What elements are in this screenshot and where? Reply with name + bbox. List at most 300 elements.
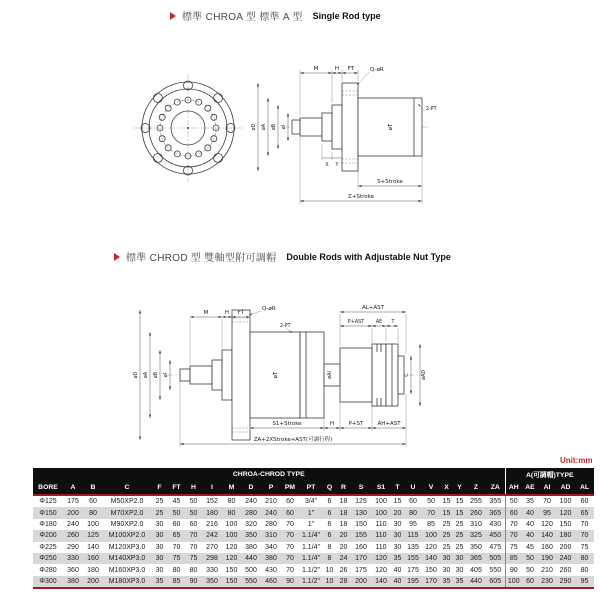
table-cell: 80 — [575, 553, 594, 564]
table-cell: 30 — [453, 553, 466, 564]
table-cell: 100 — [87, 520, 99, 528]
table-cell: 50 — [185, 507, 202, 518]
table-cell: 60 — [505, 507, 522, 518]
table-cell: 160 — [355, 543, 367, 551]
table-cell: 240 — [261, 507, 281, 518]
dim-label-h: H — [224, 310, 230, 316]
table-cell: 150 — [222, 576, 241, 588]
table-cell: 330 — [206, 566, 218, 574]
table-cell: 24 — [336, 553, 351, 564]
table-cell: 20 — [339, 543, 348, 551]
table-cell: 90 — [281, 576, 299, 588]
table-cell: 75 — [580, 543, 589, 551]
table-cell: 45 — [526, 543, 534, 551]
table-cell: 60 — [522, 576, 538, 588]
table-cell: 170 — [422, 576, 440, 588]
table-cell: M70XP2.0 — [103, 507, 151, 518]
dim-label-za-stroke: ZA+2XStroke+AST(可調行程) — [253, 437, 333, 443]
table-cell: 260 — [63, 530, 83, 541]
table-cell: 115 — [404, 530, 422, 541]
table-cell: 140 — [538, 530, 556, 541]
table-cell: 80 — [189, 566, 198, 574]
table-cell: 40 — [526, 520, 534, 528]
table-cell: 40 — [393, 566, 402, 574]
table-cell: 30 — [151, 530, 168, 541]
column-header-ai: AI — [538, 480, 556, 495]
table-column-header-row — [33, 480, 594, 495]
table-cell: 605 — [486, 576, 505, 588]
table-cell: 50 — [526, 566, 534, 574]
table-cell: 30 — [455, 566, 464, 574]
table-cell: 1.1/2" — [299, 576, 323, 588]
table-cell: 30 — [155, 543, 164, 551]
column-header-ah: AH — [505, 480, 522, 495]
section-header-double-rod — [114, 249, 451, 264]
bullet-icon — [170, 12, 176, 20]
table-cell: 70 — [189, 543, 198, 551]
table-cell: 100 — [422, 530, 440, 541]
table-cell: 405 — [470, 566, 482, 574]
dim-label-y: Y — [335, 163, 339, 168]
table-cell: 100 — [371, 507, 391, 518]
table-cell: 242 — [202, 530, 222, 541]
table-cell: 35 — [440, 576, 453, 588]
table-cell: 40 — [522, 530, 538, 541]
bore-cell: Φ225 — [39, 543, 57, 551]
dim-label-2pt: 2-PT — [426, 107, 437, 112]
bore-cell: Φ300 — [33, 576, 63, 588]
dim-label-phi-ad: øAD — [422, 370, 427, 380]
table-cell: 180 — [87, 566, 99, 574]
table-cell: 550 — [241, 576, 261, 588]
table-cell: 150 — [425, 566, 437, 574]
dim-label-z-stroke: Z+Stroke — [348, 194, 374, 200]
table-cell: 45 — [172, 498, 181, 506]
table-group-header-row — [33, 468, 594, 480]
section-header-single-rod — [170, 8, 381, 23]
column-header-c: C — [103, 480, 151, 495]
table-cell: 28 — [336, 576, 351, 588]
table-cell: 216 — [206, 520, 218, 528]
table-cell: 140 — [371, 576, 391, 588]
table-cell: 430 — [265, 566, 277, 574]
table-cell: 255 — [470, 498, 482, 506]
table-cell: 18 — [339, 498, 348, 506]
table-cell: 280 — [265, 520, 277, 528]
table-cell: 120 — [425, 543, 437, 551]
column-header-ae: AE — [522, 480, 538, 495]
table-cell: M50XP2.0 — [110, 498, 144, 506]
column-header-r: R — [336, 480, 351, 495]
dim-label-q-r: Q-øR — [262, 306, 276, 312]
table-cell: 8 — [327, 543, 332, 551]
single-rod-diagram — [70, 58, 450, 218]
table-cell: 6 — [323, 507, 336, 518]
table-cell: 25 — [455, 543, 464, 551]
table-cell: 270 — [206, 543, 218, 551]
table-cell: 75 — [168, 553, 185, 564]
double-rod-diagram — [72, 300, 532, 455]
table-cell: 10 — [325, 566, 334, 574]
table-cell: 20 — [391, 507, 404, 518]
table-cell: 310 — [470, 520, 482, 528]
table-cell: 1" — [299, 507, 323, 518]
column-header-za: ZA — [486, 480, 505, 495]
table-cell: 30 — [155, 520, 164, 528]
table-cell: 25 — [440, 530, 453, 541]
table-cell: 50 — [168, 507, 185, 518]
section-title-zh: 標準 CHROD 型 雙軸型附可調帽 — [126, 253, 277, 264]
table-cell: 365 — [486, 507, 505, 518]
table-cell: 110 — [375, 543, 387, 551]
table-cell: 280 — [241, 507, 261, 518]
table-cell: 90 — [505, 564, 522, 575]
table-cell: 320 — [245, 520, 257, 528]
table-cell: 70 — [286, 520, 294, 528]
table-cell: 70 — [575, 530, 594, 541]
table-cell: 18 — [336, 507, 351, 518]
table-cell: 30 — [442, 566, 451, 574]
column-header-t: T — [391, 480, 404, 495]
dim-label-h: H — [334, 66, 340, 72]
table-cell: M90XP2.0 — [110, 520, 144, 528]
table-cell: 440 — [466, 576, 486, 588]
table-cell: 70 — [185, 530, 202, 541]
table-cell: 120 — [375, 566, 387, 574]
column-header-s: S — [351, 480, 371, 495]
table-cell: 120 — [225, 543, 238, 551]
table-cell: 80 — [227, 498, 236, 506]
table-cell: 290 — [556, 576, 575, 588]
table-cell: 65 — [168, 530, 185, 541]
table-cell: 125 — [355, 498, 367, 506]
column-header-q: Q — [323, 480, 336, 495]
table-cell: 100 — [559, 498, 572, 506]
table-cell: 6 — [323, 530, 336, 541]
table-cell: 130 — [351, 507, 371, 518]
table-cell: 35 — [453, 576, 466, 588]
table-cell: 355 — [489, 498, 502, 506]
table-cell: 240 — [245, 498, 257, 506]
table-cell: 25 — [442, 520, 451, 528]
column-header-s1: S1 — [371, 480, 391, 495]
table-cell: 330 — [63, 553, 83, 564]
table-cell: 260 — [466, 507, 486, 518]
table-cell: 50 — [522, 553, 538, 564]
table-cell: 30 — [151, 553, 168, 564]
dim-label-x: X — [325, 163, 329, 168]
table-cell: 95 — [409, 520, 417, 528]
table-row — [33, 495, 594, 507]
table-cell: 230 — [538, 576, 556, 588]
table-cell: 120 — [222, 553, 241, 564]
column-header-ft: FT — [168, 480, 185, 495]
table-cell: 60 — [172, 520, 181, 528]
table-cell: 260 — [559, 566, 572, 574]
table-cell: M140XP3.0 — [103, 553, 151, 564]
table-cell: 110 — [371, 530, 391, 541]
dim-label-phi-i: øI — [282, 124, 287, 130]
table-row — [33, 576, 594, 588]
table-cell: 505 — [486, 553, 505, 564]
bore-cell: Φ200 — [33, 530, 63, 541]
table-cell: 140 — [422, 553, 440, 564]
table-cell: 15 — [455, 498, 464, 506]
table-cell: 195 — [404, 576, 422, 588]
column-header-b: B — [83, 480, 103, 495]
bore-cell: Φ280 — [39, 566, 57, 574]
table-cell: 200 — [559, 543, 572, 551]
dim-label-phi-d: øD — [134, 371, 139, 379]
table-cell: 60 — [189, 520, 198, 528]
dim-label-ft: FT — [347, 66, 355, 72]
table-cell: 120 — [371, 553, 391, 564]
table-cell: 200 — [63, 507, 83, 518]
table-row — [33, 530, 594, 541]
dim-label-phi-a: øA — [262, 123, 267, 131]
table-row — [33, 553, 594, 564]
table-cell: 155 — [404, 553, 422, 564]
table-cell: 100 — [375, 498, 387, 506]
table-cell: 155 — [351, 530, 371, 541]
dim-label-ah-ast: AH+AST — [377, 421, 401, 427]
table-head — [33, 468, 594, 495]
table-cell: 15 — [393, 498, 402, 506]
table-cell: 340 — [265, 543, 277, 551]
table-cell: 200 — [351, 576, 371, 588]
bore-cell: Φ180 — [39, 520, 57, 528]
column-header-i: I — [202, 480, 222, 495]
table-cell: 175 — [407, 566, 419, 574]
unit-label: Unit:mm — [560, 456, 593, 465]
table-cell: 75 — [185, 553, 202, 564]
table-cell: 30 — [393, 543, 402, 551]
dim-label-p-st: P+ST — [348, 421, 364, 427]
table-cell: 35 — [151, 576, 168, 588]
table-body — [33, 495, 594, 588]
table-cell: 80 — [172, 566, 181, 574]
table-cell: 15 — [442, 498, 451, 506]
column-header-ad: AD — [556, 480, 575, 495]
table-cell: 50 — [427, 498, 435, 506]
table-cell: 180 — [556, 530, 575, 541]
bullet-icon — [114, 253, 120, 261]
table-cell: 50 — [505, 495, 522, 507]
table-cell: 1" — [307, 520, 315, 528]
dim-label-h2: H — [329, 421, 335, 427]
table-cell: 85 — [168, 576, 185, 588]
table-cell: 95 — [538, 507, 556, 518]
table-cell: 380 — [63, 576, 83, 588]
table-cell: 200 — [83, 576, 103, 588]
column-header-d: D — [241, 480, 261, 495]
column-header-h: H — [185, 480, 202, 495]
table-cell: 25 — [155, 498, 164, 506]
table-cell: 60 — [409, 498, 417, 506]
table-cell: 240 — [67, 520, 79, 528]
table-cell: 30 — [391, 530, 404, 541]
table-cell: 70 — [286, 543, 294, 551]
column-header-m: M — [222, 480, 241, 495]
table-cell: 15 — [453, 507, 466, 518]
table-cell: 10 — [323, 576, 336, 588]
dim-label-t: T — [391, 320, 395, 325]
dimension-table — [33, 468, 594, 589]
column-header-z: Z — [466, 480, 486, 495]
table-cell: 550 — [489, 566, 502, 574]
section-title-en: Single Rod type — [312, 10, 381, 21]
table-row — [33, 519, 594, 530]
table-cell: 80 — [404, 507, 422, 518]
table-cell: 60 — [89, 498, 97, 506]
dim-label-ae: AE — [375, 320, 383, 325]
table-cell: 135 — [407, 543, 419, 551]
table-cell: 350 — [202, 576, 222, 588]
dim-label-phi-b: øB — [272, 123, 277, 131]
table-cell: 1.1/4" — [301, 543, 321, 551]
dim-label-phi-ai: øAI — [328, 371, 333, 379]
table-cell: 6 — [327, 520, 332, 528]
table-cell: 70 — [422, 507, 440, 518]
table-group-header: A(可調帽)TYPE — [505, 468, 594, 480]
table-cell: 70 — [281, 530, 299, 541]
table-cell: 120 — [556, 507, 575, 518]
dim-label-al-ast: AL+AST — [361, 305, 385, 311]
table-cell: 6 — [327, 498, 332, 506]
dim-label-c: C — [405, 373, 410, 377]
table-cell: 100 — [222, 530, 241, 541]
table-row — [33, 542, 594, 553]
table-cell: 100 — [225, 520, 238, 528]
dim-label-m: M — [313, 66, 319, 72]
table-cell: 1.1/4" — [299, 553, 323, 564]
column-header-bore: BORE — [33, 480, 63, 495]
table-cell: 75 — [505, 542, 522, 553]
dim-label-s-stroke: S+Stroke — [377, 179, 403, 185]
table-cell: 30 — [440, 553, 453, 564]
bore-cell: Φ250 — [33, 553, 63, 564]
table-cell: 26 — [339, 566, 348, 574]
table-cell: 450 — [486, 530, 505, 541]
table-cell: 1.1/4" — [299, 530, 323, 541]
table-cell: 80 — [222, 507, 241, 518]
table-cell: 30 — [155, 566, 164, 574]
table-cell: 85 — [505, 553, 522, 564]
table-cell: 150 — [355, 520, 367, 528]
table-cell: 360 — [67, 566, 79, 574]
front-view — [134, 74, 242, 182]
column-header-u: U — [404, 480, 422, 495]
table-cell: 60 — [286, 498, 294, 506]
table-cell: 35 — [526, 498, 534, 506]
dim-label-s1-stroke: S1+Stroke — [272, 421, 302, 427]
table-cell: 110 — [375, 520, 387, 528]
table-cell: 70 — [281, 553, 299, 564]
table-cell: 95 — [575, 576, 594, 588]
table-cell: 500 — [245, 566, 257, 574]
table-cell: 160 — [541, 543, 553, 551]
column-header-a: A — [63, 480, 83, 495]
column-header-p: P — [261, 480, 281, 495]
dim-label-2pt: 2-PT — [280, 324, 291, 329]
table-cell: 80 — [83, 507, 103, 518]
table-group-header: CHROA-CHROD TYPE — [33, 468, 505, 480]
table-cell: 60 — [281, 507, 299, 518]
table-cell: 160 — [83, 553, 103, 564]
table-cell: 40 — [522, 507, 538, 518]
table-cell: 25 — [151, 507, 168, 518]
table-cell: 50 — [189, 498, 198, 506]
table-cell: 140 — [87, 543, 99, 551]
section-title-zh: 標準 CHROA 型 標準 A 型 — [182, 12, 303, 23]
table-cell: 25 — [442, 543, 451, 551]
dim-label-m: M — [203, 310, 209, 316]
dim-label-q-r: Q-øR — [370, 67, 384, 73]
table-cell: 30 — [393, 520, 402, 528]
table-cell: 240 — [556, 553, 575, 564]
table-cell: 70 — [580, 520, 589, 528]
table-cell: M160XP3.0 — [108, 566, 146, 574]
table-cell: 290 — [67, 543, 79, 551]
dim-label-phi-d: øD — [252, 123, 257, 131]
dim-label-ft: FT — [237, 310, 245, 316]
table-cell: 380 — [245, 543, 257, 551]
dim-label-phi-t: øT — [273, 371, 279, 379]
table-cell: 440 — [241, 553, 261, 564]
table-cell: 125 — [83, 530, 103, 541]
table-cell: 100 — [505, 576, 522, 588]
table-cell: 90 — [185, 576, 202, 588]
bore-cell: Φ125 — [39, 498, 57, 506]
table-cell: 70 — [172, 543, 181, 551]
table-cell: 40 — [391, 576, 404, 588]
table-cell: 18 — [339, 520, 348, 528]
table-cell: 180 — [202, 507, 222, 518]
table-cell: 460 — [261, 576, 281, 588]
table-cell: M100XP2.0 — [103, 530, 151, 541]
table-cell: 350 — [241, 530, 261, 541]
table-cell: 25 — [455, 520, 464, 528]
table-cell: 210 — [541, 566, 553, 574]
dim-label-phi-i: øI — [164, 372, 169, 378]
table-cell: 175 — [355, 566, 367, 574]
column-header-y: Y — [453, 480, 466, 495]
table-cell: 25 — [453, 530, 466, 541]
table-cell: M120XP3.0 — [108, 543, 146, 551]
table-cell: 152 — [206, 498, 218, 506]
table-cell: 70 — [543, 498, 551, 506]
column-header-al: AL — [575, 480, 594, 495]
table-cell: 65 — [575, 507, 594, 518]
table-row — [33, 564, 594, 575]
table-cell: 150 — [559, 520, 572, 528]
table-cell: 170 — [351, 553, 371, 564]
table-cell: 120 — [541, 520, 553, 528]
dim-label-phi-t: øT — [388, 123, 394, 131]
side-view — [284, 83, 430, 171]
table-cell: 298 — [202, 553, 222, 564]
table-cell: 325 — [466, 530, 486, 541]
table-cell: 1.1/2" — [301, 566, 321, 574]
table-cell: 150 — [225, 566, 238, 574]
table-row — [33, 507, 594, 518]
table-cell: 60 — [580, 498, 589, 506]
table-cell: 35 — [391, 553, 404, 564]
section-title-en: Double Rods with Adjustable Nut Type — [286, 251, 451, 262]
table-cell: 15 — [440, 507, 453, 518]
table-cell: 3/4" — [304, 498, 318, 506]
table-cell: 210 — [265, 498, 277, 506]
